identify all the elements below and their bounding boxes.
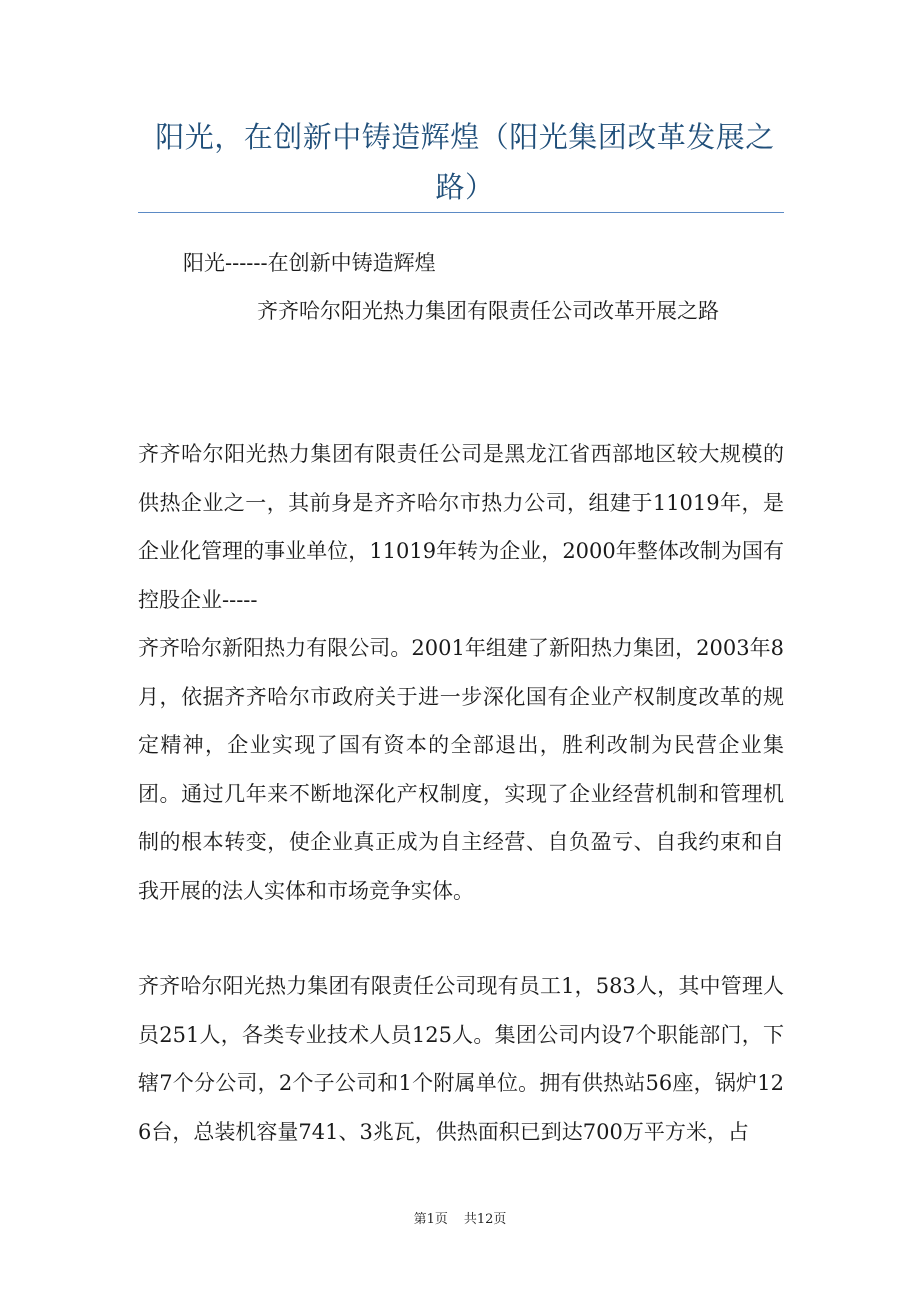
title-divider	[138, 212, 784, 213]
subtitle-company: 齐齐哈尔阳光热力集团有限责任公司改革开展之路	[257, 299, 719, 323]
paragraph-restructuring: 齐齐哈尔新阳热力有限公司。2001年组建了新阳热力集团，2003年8月，依据齐齐哈尔市政府关于进一步深化国有企业产权制度改革的规定精神，企业实现了国有资本的全部退出，胜利改制为民营企业集团。通过几年来不断地深化产权制度，实现了企业经营机制和管理机制的根本转变，使企业真正成为自主经营、自负盈亏、自我约束和自我开展的法人实体和市场竞争实体。	[138, 636, 784, 903]
page-number: 第1页	[413, 1212, 448, 1227]
paragraph-company-history: 齐齐哈尔阳光热力集团有限责任公司是黑龙江省西部地区较大规模的供热企业之一，其前身是齐齐哈尔市热力公司，组建于11019年，是企业化管理的事业单位，11019年转为企业，2000年整体改制为国有控股企业-----	[138, 442, 784, 612]
page-footer	[0, 1208, 920, 1227]
page-total: 共12页	[463, 1212, 507, 1227]
subtitle-slogan: 阳光------在创新中铸造辉煌	[183, 251, 436, 275]
paragraph-company-scale: 齐齐哈尔阳光热力集团有限责任公司现有员工1，583人，其中管理人员251人，各类专业技术人员125人。集团公司内设7个职能部门，下辖7个分公司，2个子公司和1个附属单位。拥有供热站56座，锅炉126台，总装机容量741、3兆瓦，供热面积已到达700万平方米，占	[138, 974, 784, 1144]
document-title: 阳光，在创新中铸造辉煌（阳光集团改革发展之路）	[155, 120, 775, 204]
